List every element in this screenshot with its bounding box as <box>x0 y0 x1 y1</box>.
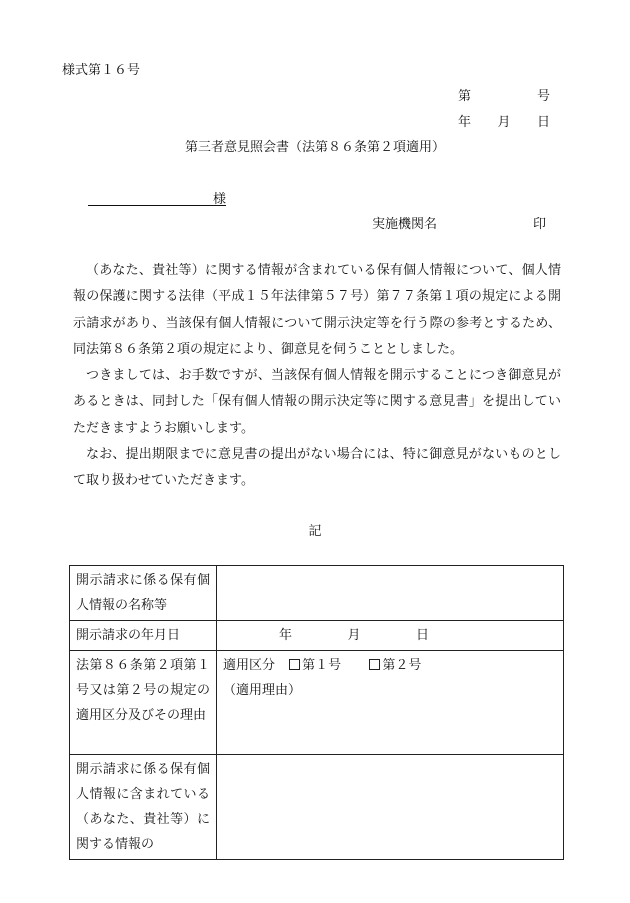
category-line <box>223 653 557 678</box>
row-label-information: 開示請求に係る保有個人情報に含まれている（あなた、貴社等）に関する情報の <box>70 755 217 860</box>
number-suffix: 号 <box>536 89 550 104</box>
document-date <box>458 111 550 130</box>
request-year: 年 <box>279 628 293 643</box>
date-year: 年 <box>458 115 472 130</box>
agency-line <box>372 213 546 232</box>
reason-label: （適用理由） <box>223 683 302 698</box>
number-prefix: 第 <box>458 89 472 104</box>
row-value-name <box>217 566 564 621</box>
body-text <box>73 258 561 495</box>
date-month: 月 <box>497 115 511 130</box>
seal-label: 印 <box>532 217 546 232</box>
request-day: 日 <box>415 628 429 643</box>
option-2-label: 第２号 <box>382 658 422 673</box>
paragraph-2: つきましては、お手数ですが、当該保有個人情報を開示することにつき御意見があるときは、同封した「保有個人情報の開示決定等に関する意見書」を提出していただきますようお願いします。 <box>73 368 561 436</box>
row-value-information <box>217 755 564 860</box>
document-number <box>458 85 550 104</box>
date-day: 日 <box>536 115 550 130</box>
paragraph-3: なお、提出期限までに意見書の提出がない場合には、特に御意見がないものとして取り扱わせていただきます。 <box>73 447 561 489</box>
info-table <box>69 565 564 860</box>
table-row <box>70 651 564 755</box>
table-row <box>70 621 564 651</box>
option-2 <box>369 658 421 673</box>
recipient-suffix: 様 <box>212 192 226 207</box>
document-title: 第三者意見照会書（法第８６条第２項適用） <box>184 140 445 155</box>
ki-heading: 記 <box>308 524 322 539</box>
table-row <box>70 755 564 860</box>
option-1-label: 第１号 <box>302 658 342 673</box>
paragraph-1: （あなた、貴社等）に関する情報が含まれている保有個人情報について、個人情報の保護に関する法律（平成１５年法律第５７号）第７７条第１項の規定による開示請求があり、当該保有個人情報について開示決定等を行う際の参考とするため、同法第８６条第２項の規定により、御意見を伺うこととしました。 <box>73 263 561 357</box>
row-value-date <box>217 621 564 651</box>
option-1 <box>289 658 341 673</box>
agency-label: 実施機関名 <box>372 217 438 232</box>
row-value-category <box>217 651 564 755</box>
row-label-category: 法第８６条第２項第１号又は第２号の規定の適用区分及びその理由 <box>70 651 217 755</box>
checkbox-icon[interactable] <box>289 659 300 670</box>
category-label: 適用区分 <box>223 658 276 673</box>
recipient-line <box>88 188 226 206</box>
row-label-date: 開示請求の年月日 <box>70 621 217 651</box>
checkbox-icon[interactable] <box>369 659 380 670</box>
request-month: 月 <box>347 628 361 643</box>
row-label-name: 開示請求に係る保有個人情報の名称等 <box>70 566 217 621</box>
form-number: 様式第１６号 <box>62 63 141 78</box>
table-row <box>70 566 564 621</box>
